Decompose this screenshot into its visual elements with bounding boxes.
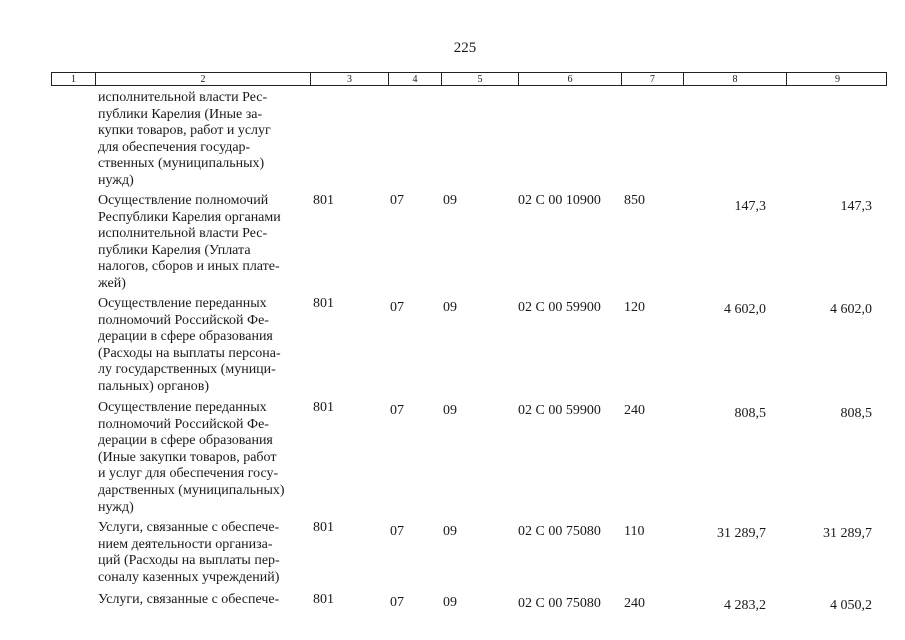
row-col-3: 801 (313, 520, 334, 535)
row-col-3: 801 (313, 400, 334, 415)
header-col-5: 5 (441, 73, 518, 85)
row-col-7: 240 (624, 403, 645, 418)
row-col-6: 02 С 00 75080 (518, 524, 601, 539)
row-col-5: 09 (443, 524, 457, 539)
row-col-4: 07 (390, 193, 404, 208)
row-col-7: 850 (624, 193, 645, 208)
row-col-8: 31 289,7 (717, 526, 766, 541)
header-col-3: 3 (310, 73, 388, 85)
row-col-7: 110 (624, 524, 645, 539)
row-col-9: 31 289,7 (823, 526, 872, 541)
row-name: Услуги, связанные с обеспече- (98, 592, 280, 607)
row-col-8: 4 602,0 (724, 302, 766, 317)
row-col-7: 240 (624, 596, 645, 611)
row-col-6: 02 С 00 59900 (518, 403, 601, 418)
row-name: Услуги, связанные с обеспече- нием деятельности организа- ций (Расходы на выплаты пер- соналу казенных учреждений) (98, 520, 280, 585)
table-header (51, 72, 887, 86)
row-col-9: 4 050,2 (830, 598, 872, 613)
row-col-9: 147,3 (840, 199, 872, 214)
row-col-6: 02 С 00 59900 (518, 300, 601, 315)
row-col-6: 02 С 00 10900 (518, 193, 601, 208)
row-col-3: 801 (313, 592, 334, 607)
row-col-3: 801 (313, 193, 334, 208)
header-col-7: 7 (621, 73, 683, 85)
row-col-9: 4 602,0 (830, 302, 872, 317)
row-col-8: 147,3 (734, 199, 766, 214)
header-col-9: 9 (786, 73, 888, 85)
row-col-5: 09 (443, 300, 457, 315)
header-col-2: 2 (95, 73, 310, 85)
row-col-4: 07 (390, 300, 404, 315)
row-name: исполнительной власти Рес- публики Карелия (Иные за- купки товаров, работ и услуг для обеспечения государ- ственных (муниципальных) нужд) (98, 90, 271, 188)
row-name: Осуществление переданных полномочий Российской Фе- дерации в сфере образования (Иные закупки товаров, работ и услуг для обеспечения госу- дарственных (муниципальных) нужд) (98, 400, 285, 515)
row-name: Осуществление полномочий Республики Карелия органами исполнительной власти Рес- публики Карелия (Уплата налогов, сборов и иных плате- жей) (98, 193, 281, 291)
header-col-8: 8 (683, 73, 786, 85)
header-col-1: 1 (71, 74, 76, 85)
header-col-6: 6 (518, 73, 621, 85)
row-name: Осуществление переданных полномочий Российской Фе- дерации в сфере образования (Расходы на выплаты персона- лу государственных (муници- пальных) органов) (98, 296, 281, 394)
row-col-4: 07 (390, 403, 404, 418)
page-number: 225 (453, 40, 477, 56)
row-col-8: 808,5 (734, 406, 766, 421)
row-col-4: 07 (390, 595, 404, 610)
row-col-6: 02 С 00 75080 (518, 596, 601, 611)
row-col-5: 09 (443, 595, 457, 610)
row-col-8: 4 283,2 (724, 598, 766, 613)
row-col-5: 09 (443, 193, 457, 208)
row-col-4: 07 (390, 524, 404, 539)
row-col-7: 120 (624, 300, 645, 315)
header-col-4: 4 (388, 73, 441, 85)
row-col-9: 808,5 (840, 406, 872, 421)
row-col-3: 801 (313, 296, 334, 311)
row-col-5: 09 (443, 403, 457, 418)
